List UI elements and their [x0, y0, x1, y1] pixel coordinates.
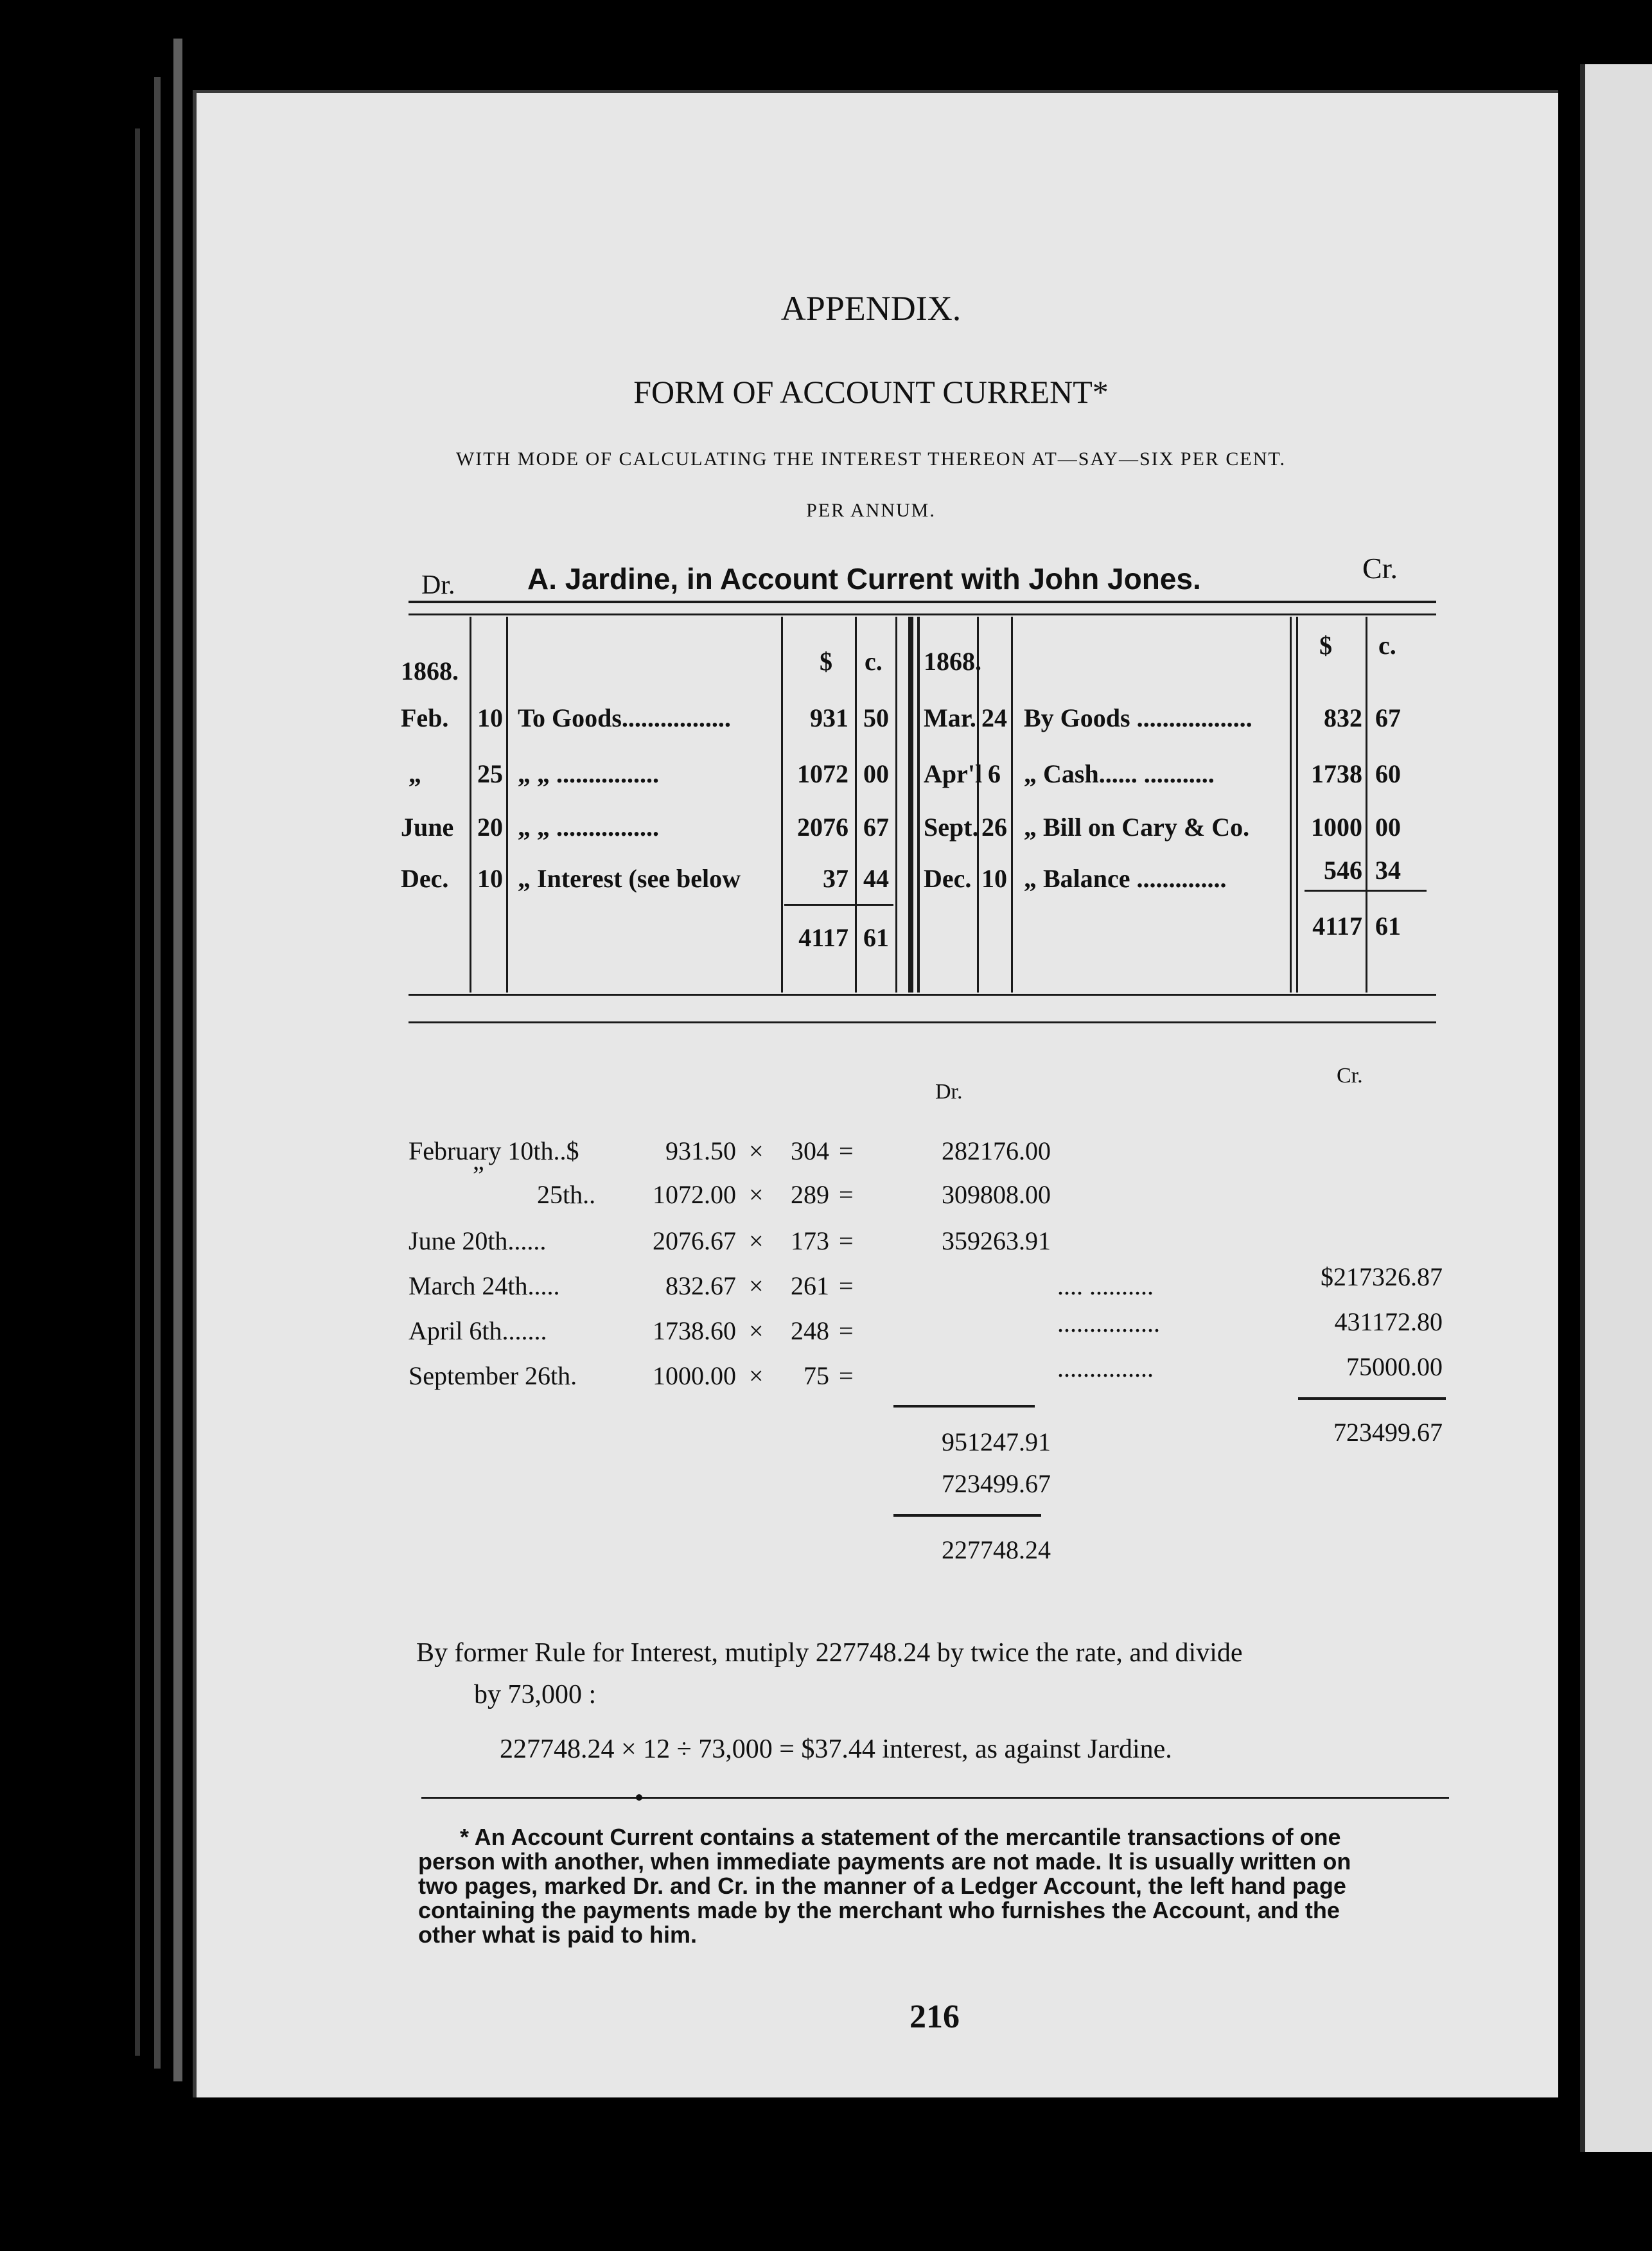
cr-sum: 723499.67 [1333, 1418, 1443, 1447]
credit-cents: 60 [1375, 759, 1401, 788]
column-rule [895, 617, 897, 993]
debit-day: 25 [477, 759, 503, 788]
calc-days: 261 [791, 1271, 829, 1300]
credit-dollar-header: $ [1319, 631, 1332, 660]
footnote-line-3: two pages, marked Dr. and Cr. in the manner of a Ledger Account, the left hand page [418, 1873, 1346, 1899]
debit-day: 10 [477, 703, 503, 732]
calc-days: 75 [804, 1361, 829, 1390]
equals-sign: = [839, 1271, 854, 1300]
calc-amount: 2076.67 [653, 1226, 736, 1255]
debit-dollars: 1072 [797, 759, 848, 788]
page-edge [135, 128, 140, 2056]
credit-cents: 34 [1375, 856, 1401, 885]
times-sign: × [749, 1361, 764, 1390]
credit-particulars: By Goods .................. [1024, 703, 1252, 732]
debit-dollars: 2076 [797, 813, 848, 842]
credit-month: Apr'l [924, 759, 983, 788]
calc-date: September 26th. [409, 1361, 577, 1390]
debit-particulars: „ Interest (see below [518, 864, 741, 893]
times-sign: × [749, 1226, 764, 1255]
cr-label: Cr. [1362, 552, 1398, 585]
book-page [193, 90, 1558, 2097]
debit-cents: 44 [863, 864, 889, 893]
cr-sum-rule [1298, 1397, 1446, 1400]
credit-total-rule [1305, 890, 1427, 892]
calc-cr-dots: ............... [1057, 1354, 1154, 1382]
rule-text-line-2: by 73,000 : [474, 1680, 597, 1709]
footnote-divider [421, 1797, 1449, 1799]
dr-sum: 951247.91 [942, 1427, 1051, 1456]
calc-days: 173 [791, 1226, 829, 1255]
calc-cr-header: Cr. [1337, 1064, 1363, 1088]
credit-particulars: „ Balance .............. [1024, 864, 1227, 893]
debit-particulars: „ „ ................ [518, 759, 659, 788]
equals-sign: = [839, 1361, 854, 1390]
calc-date: February 10th..$ [409, 1136, 579, 1165]
credit-month: Mar. [924, 703, 976, 732]
calc-date: 25th.. [537, 1180, 596, 1209]
difference-rule [893, 1514, 1041, 1517]
debit-total-cents: 61 [863, 923, 889, 952]
equals-sign: = [839, 1226, 854, 1255]
times-sign: × [749, 1180, 764, 1209]
equals-sign: = [839, 1316, 854, 1345]
debit-month: Feb. [401, 703, 449, 732]
calc-dr-product: 282176.00 [942, 1136, 1051, 1165]
debit-day: 10 [477, 864, 503, 893]
debit-year: 1868. [401, 657, 459, 685]
calc-cr-product: 75000.00 [1346, 1352, 1443, 1381]
calc-cr-dots: .... .......... [1057, 1271, 1154, 1300]
calc-date: March 24th..... [409, 1271, 560, 1300]
debit-cents: 00 [863, 759, 889, 788]
credit-day: 10 [981, 864, 1007, 893]
debit-total-rule [784, 904, 893, 906]
credit-cents: 00 [1375, 813, 1401, 842]
times-sign: × [749, 1271, 764, 1300]
credit-particulars: „ Bill on Cary & Co. [1024, 813, 1250, 842]
debit-dollars: 931 [810, 703, 848, 732]
appendix-title: APPENDIX. [780, 289, 962, 328]
debit-day: 20 [477, 813, 503, 842]
footnote-line-4: containing the payments made by the merchant who furnishes the Account, and the [418, 1897, 1340, 1923]
dr-difference: 227748.24 [942, 1535, 1051, 1564]
debit-month: Dec. [401, 864, 449, 893]
credit-dollars: 1000 [1311, 813, 1362, 842]
calc-cr-product: $217326.87 [1321, 1262, 1443, 1291]
column-rule [1366, 617, 1367, 993]
debit-month: „ [409, 759, 421, 788]
column-rule [470, 617, 471, 993]
debit-cents: 67 [863, 813, 889, 842]
credit-dollars: 832 [1324, 703, 1362, 732]
debit-particulars: „ „ ................ [518, 813, 659, 842]
calc-cr-product: 431172.80 [1334, 1307, 1443, 1336]
credit-cents: 67 [1375, 703, 1401, 732]
calc-amount: 1738.60 [653, 1316, 736, 1345]
times-sign: × [749, 1316, 764, 1345]
calc-amount: 931.50 [665, 1136, 736, 1165]
credit-total-dollars: 4117 [1312, 912, 1362, 940]
credit-day: 6 [988, 759, 1001, 788]
footnote-line-1: * An Account Current contains a statement of the mercantile transactions of one [460, 1824, 1341, 1850]
credit-total-cents: 61 [1375, 912, 1401, 940]
column-rule [781, 617, 783, 993]
page-number: 216 [909, 1999, 960, 2035]
calc-dr-product: 359263.91 [942, 1226, 1051, 1255]
calc-amount: 832.67 [665, 1271, 736, 1300]
ditto-mark: ” [473, 1161, 484, 1190]
ledger-bottom-rule [409, 1021, 1436, 1023]
credit-particulars: „ Cash...... ........... [1024, 759, 1215, 788]
credit-dollars: 546 [1324, 856, 1362, 885]
facing-page [1580, 64, 1652, 2152]
form-title: FORM OF ACCOUNT CURRENT* [633, 374, 1109, 410]
dr-label: Dr. [421, 570, 455, 600]
calc-cr-dots: ................ [1057, 1309, 1160, 1337]
debit-total-dollars: 4117 [798, 923, 848, 952]
ledger-top-rule [409, 614, 1436, 615]
calc-dr-header: Dr. [935, 1080, 963, 1104]
calc-amount: 1000.00 [653, 1361, 736, 1390]
page-edge [154, 77, 161, 2069]
column-rule [1290, 617, 1292, 993]
subtitle-line-2: PER ANNUM. [806, 500, 936, 521]
footnote-line-5: other what is paid to him. [418, 1921, 698, 1948]
debit-particulars: To Goods................. [518, 703, 731, 732]
dr-less: 723499.67 [942, 1469, 1051, 1498]
calc-dr-product: 309808.00 [942, 1180, 1051, 1209]
debit-cents-header: c. [865, 647, 883, 676]
column-rule [1011, 617, 1013, 993]
credit-day: 26 [981, 813, 1007, 842]
credit-dollars: 1738 [1311, 759, 1362, 788]
equals-sign: = [839, 1136, 854, 1165]
calc-days: 289 [791, 1180, 829, 1209]
debit-month: June [401, 813, 454, 842]
center-divider [908, 617, 913, 993]
calc-amount: 1072.00 [653, 1180, 736, 1209]
column-rule [506, 617, 508, 993]
debit-cents: 50 [863, 703, 889, 732]
ledger-top-rule [409, 601, 1436, 603]
equals-sign: = [839, 1180, 854, 1209]
calc-date: June 20th...... [409, 1226, 547, 1255]
debit-dollars: 37 [823, 864, 848, 893]
credit-cents-header: c. [1378, 631, 1396, 660]
credit-day: 24 [981, 703, 1007, 732]
debit-dollar-header: $ [820, 647, 832, 676]
times-sign: × [749, 1136, 764, 1165]
footnote-line-2: person with another, when immediate payments are not made. It is usually written on [418, 1848, 1351, 1875]
rule-formula: 227748.24 × 12 ÷ 73,000 = $37.44 interest, as against Jardine. [500, 1735, 1172, 1764]
dr-sum-rule [893, 1405, 1035, 1408]
credit-year: 1868. [924, 647, 981, 676]
account-title: A. Jardine, in Account Current with John Jones. [527, 562, 1201, 596]
subtitle-line-1: WITH MODE OF CALCULATING THE INTEREST THEREON AT—SAY—SIX PER CENT. [455, 448, 1286, 470]
calc-date: April 6th....... [409, 1316, 547, 1345]
center-divider [917, 617, 920, 993]
rule-text-line-1: By former Rule for Interest, mutiply 227748.24 by twice the rate, and divide [416, 1638, 1243, 1668]
credit-month: Dec. [924, 864, 972, 893]
calc-days: 248 [791, 1316, 829, 1345]
ledger-bottom-rule [409, 994, 1436, 996]
divider-dot [636, 1794, 642, 1801]
credit-month: Sept. [924, 813, 979, 842]
page-edge [173, 39, 182, 2081]
column-rule [855, 617, 857, 993]
calc-days: 304 [791, 1136, 829, 1165]
